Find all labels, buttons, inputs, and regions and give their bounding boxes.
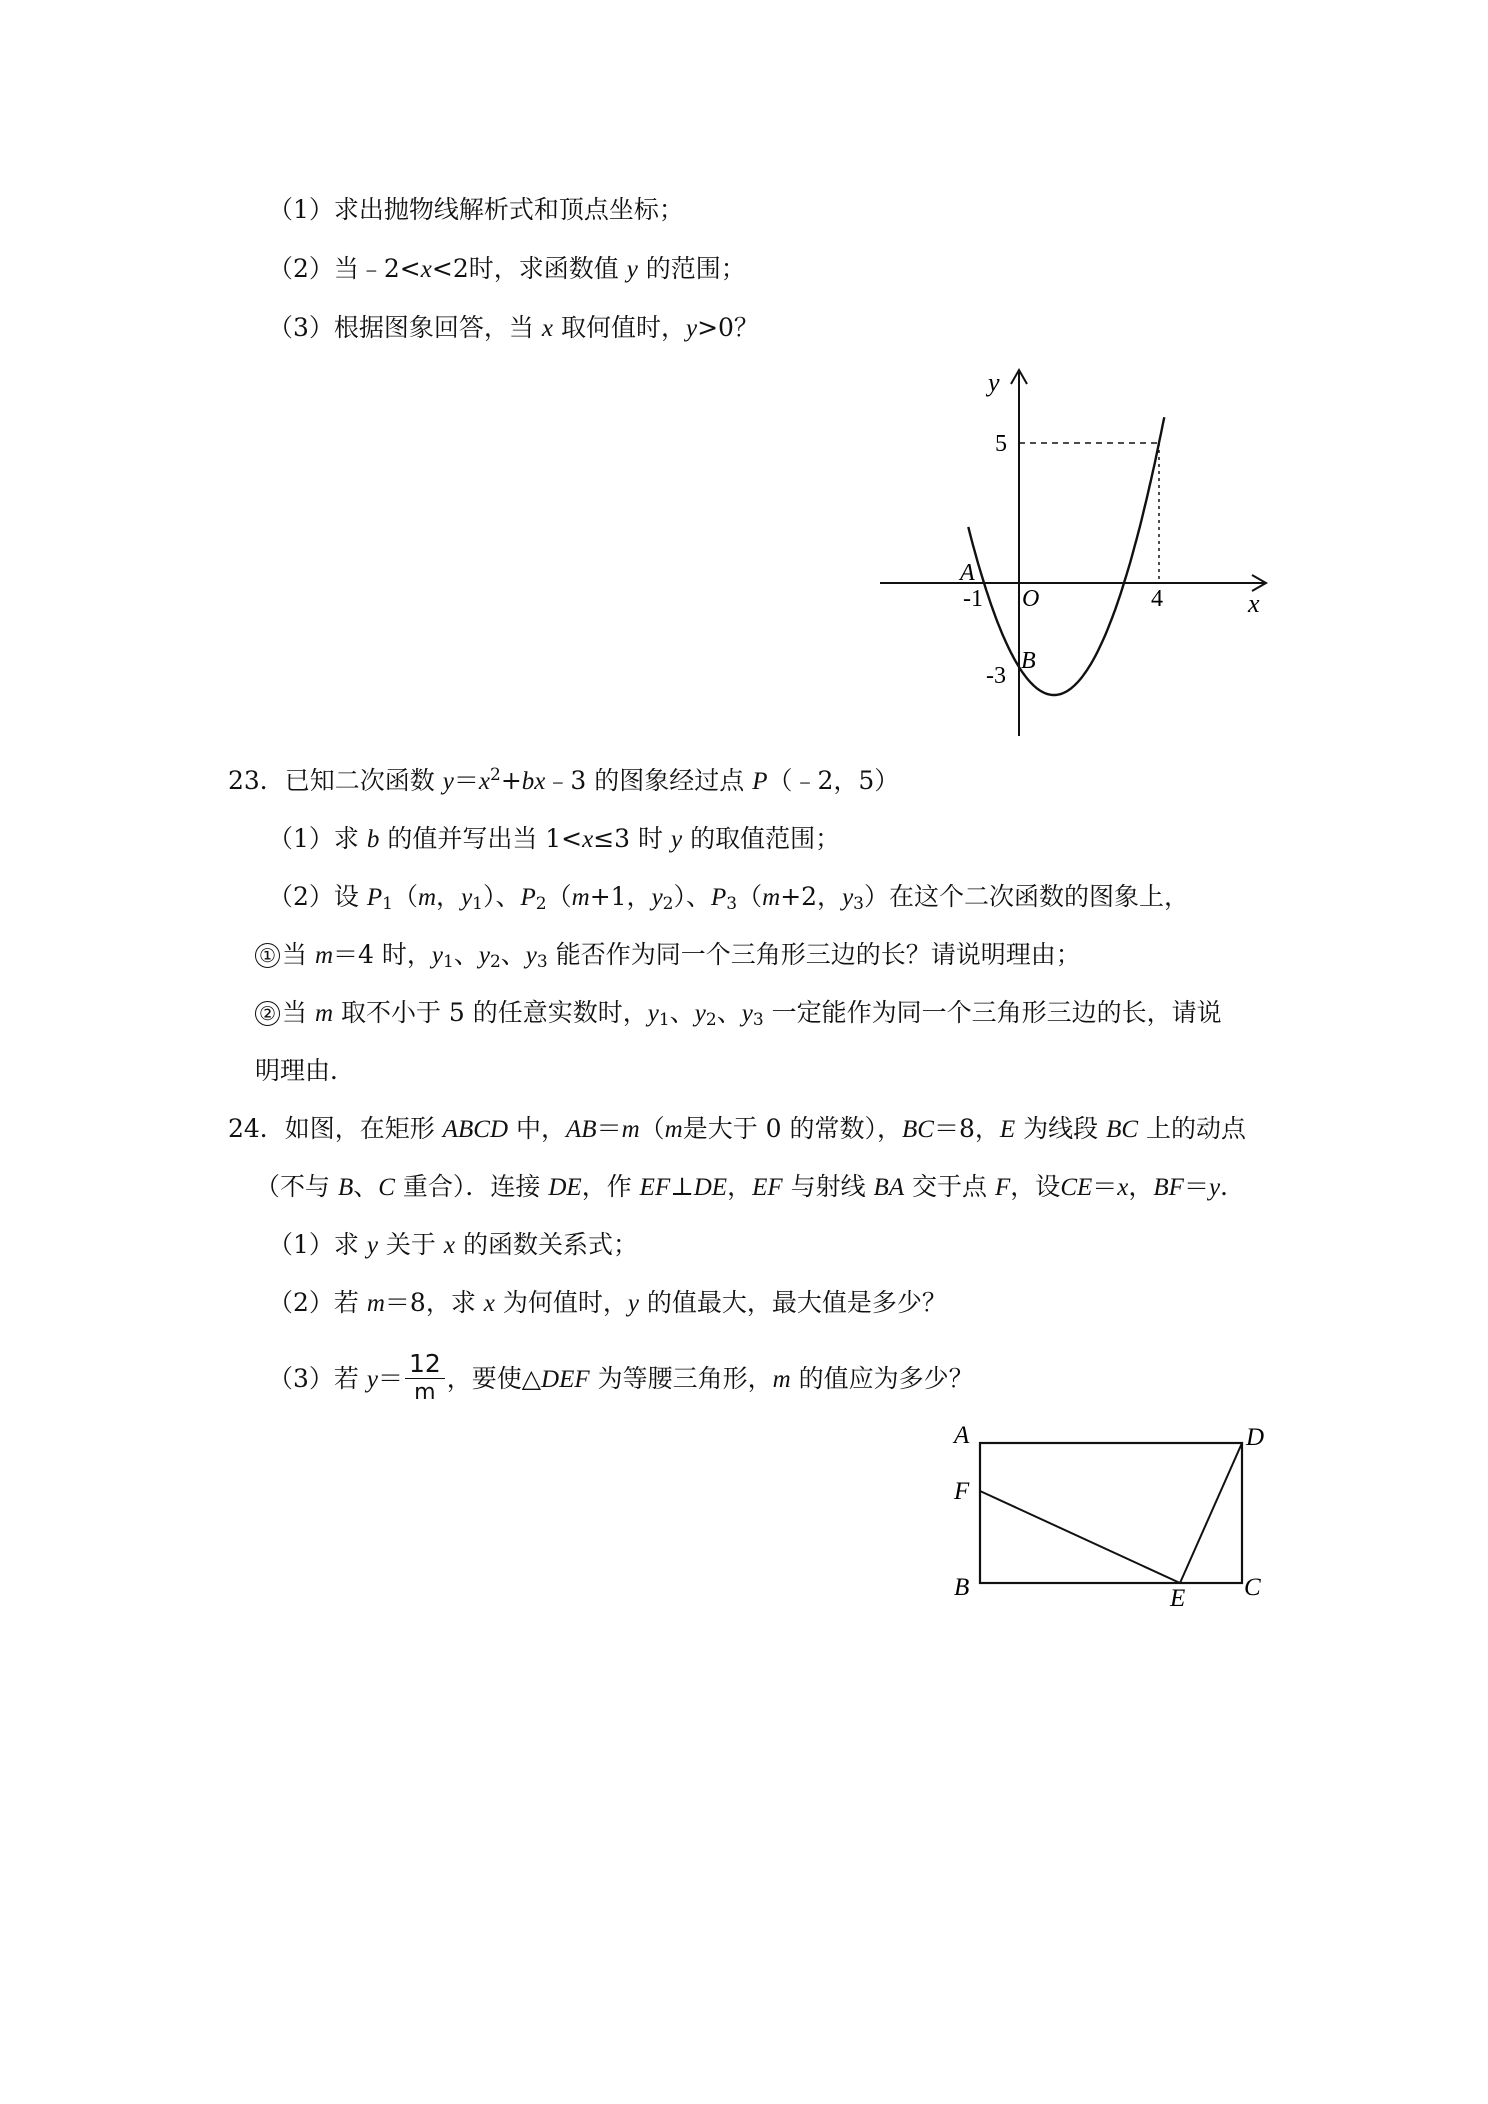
x-axis-label: x <box>1248 589 1260 618</box>
q24-part1: （1）求 y 关于 x 的函数关系式； <box>268 1230 638 1259</box>
label-c: C <box>1244 1574 1261 1601</box>
label-f: F <box>954 1478 970 1505</box>
label-d: D <box>1246 1424 1265 1451</box>
tick-label-5: 5 <box>995 431 1007 457</box>
q23-case1: ① 当 m＝4 时，$y_1$、$y_2$、$y_3$ 能否作为同一个三角形三边的长？请说明理由； <box>255 938 1081 973</box>
label-b: B <box>954 1574 970 1601</box>
circled-number-2: ② <box>255 1001 280 1026</box>
segment-ed <box>1180 1443 1242 1583</box>
label-a: A <box>954 1422 970 1449</box>
q23-case2-continued: 明理由． <box>255 1056 356 1085</box>
q23-case2: ② 当 m 取不小于 5 的任意实数时，$y_1$、$y_2$、$y_3$ 一定能作为同一个三角形三边的长，请说 <box>255 996 1222 1031</box>
point-b-label: B <box>1021 648 1036 674</box>
q22-part1: （1）求出抛物线解析式和顶点坐标； <box>268 195 684 224</box>
origin-label: O <box>1022 586 1040 612</box>
q23-part2: （2）设 $P_1(m$，$y_1$）、$P_2(m+1$，$y_2$）、$P_3(m+2$，$y_3$）在这个二次函数的图象上， <box>268 882 1190 914</box>
tick-label-neg1: -1 <box>963 586 983 612</box>
q22-part2: （2）当﹣2<x<2时，求函数值 y 的范围； <box>268 254 746 283</box>
q22-part3: （3）根据图象回答，当 x 取何值时，y>0？ <box>268 313 759 342</box>
q23-part1: （1）求 b 的值并写出当 1<x≤3 时 y 的取值范围； <box>268 824 841 853</box>
y-axis-label: y <box>988 368 1000 397</box>
tick-label-neg3: -3 <box>986 663 1006 689</box>
q24-part2: （2）若 m＝8，求 x 为何值时，y 的值最大，最大值是多少？ <box>268 1288 947 1317</box>
rectangle-abcd <box>980 1443 1242 1583</box>
fraction-12-over-m: $\frac{12}{m}$ <box>405 1350 445 1407</box>
q24-part3: （3）若 y＝ $\frac{12}{m}$ ，要使△DEF 为等腰三角形，m 的值应为多少？ <box>268 1349 974 1405</box>
label-e: E <box>1170 1585 1186 1612</box>
q23-stem: 23．已知二次函数 $y=x^2+bx﹣3$ 的图象经过点 P（﹣2，5） <box>228 765 900 795</box>
q24-stem-line2: （不与 B、C 重合）．连接 DE，作 EF⊥DE，EF 与射线 BA 交于点 F，设CE＝x，BF＝y． <box>255 1172 1246 1201</box>
q24-stem-line1: 24．如图，在矩形 ABCD 中，AB＝m（m是大于 0 的常数），BC＝8，E 为线段 BC 上的动点 <box>228 1114 1247 1143</box>
tick-label-4: 4 <box>1151 586 1163 612</box>
segment-fe <box>980 1491 1180 1583</box>
point-a-label: A <box>960 560 975 586</box>
circled-number-1: ① <box>255 943 280 968</box>
